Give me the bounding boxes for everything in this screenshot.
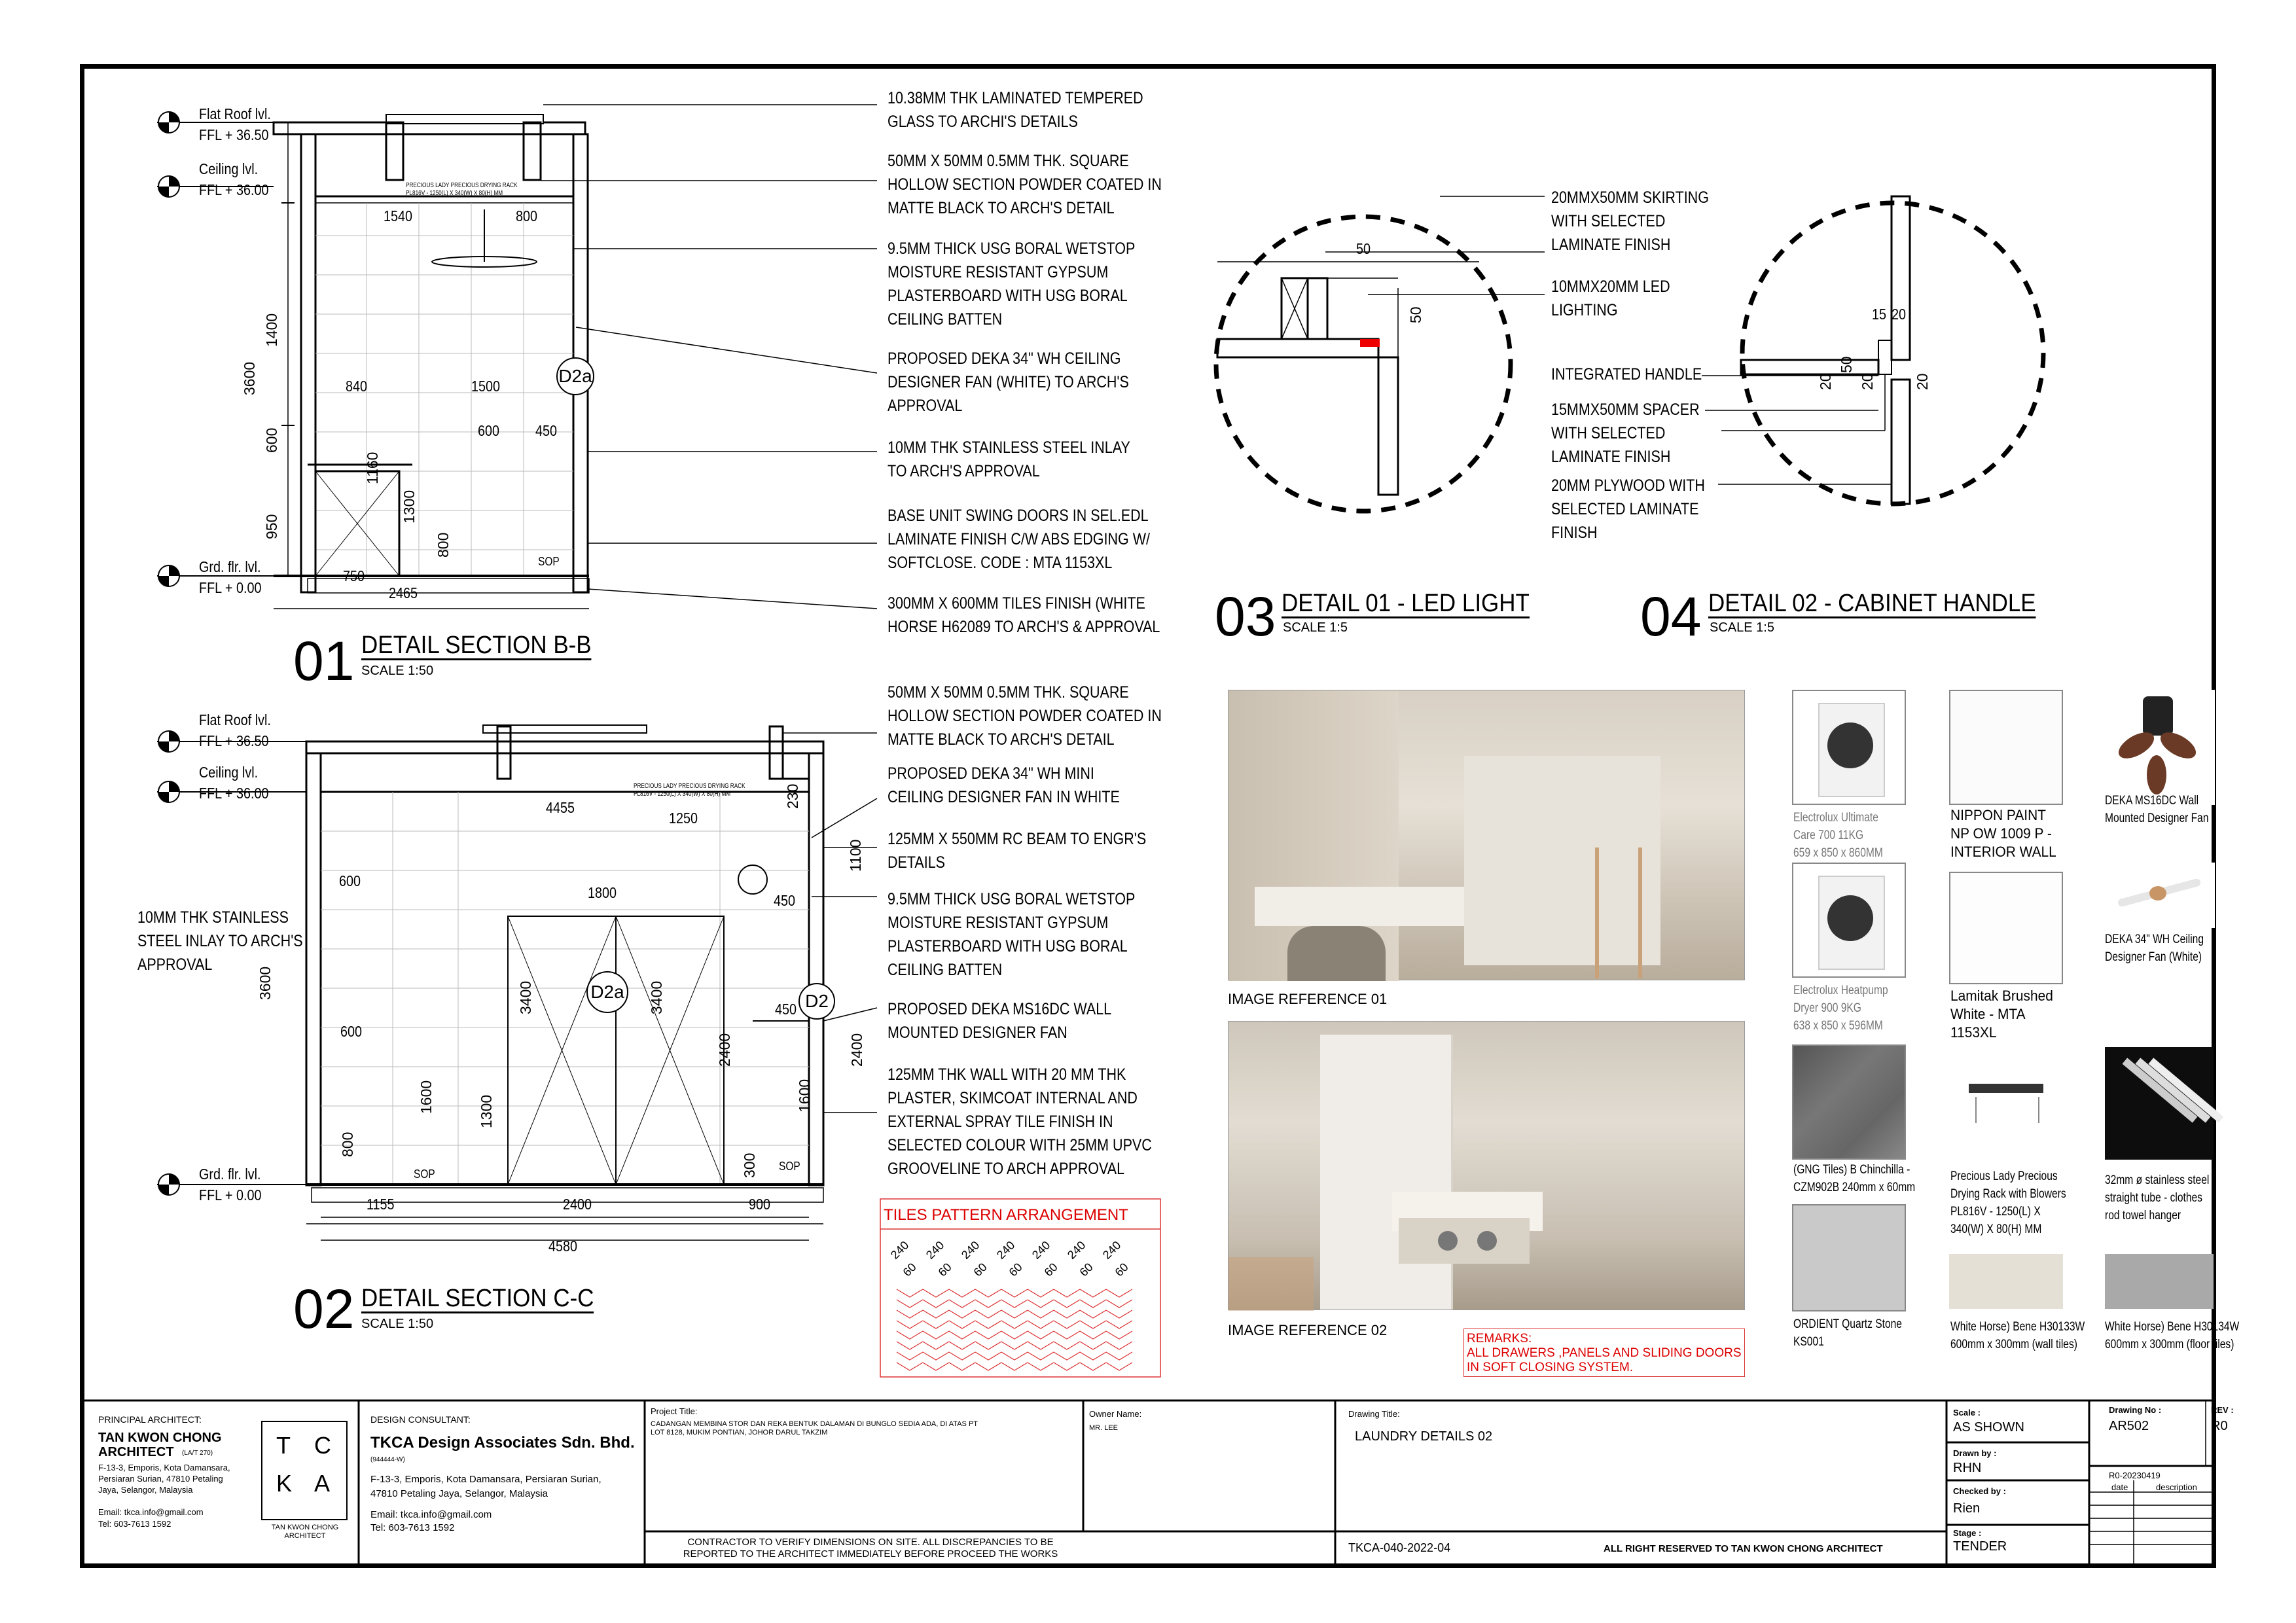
section-b-note: 10MM THK STAINLESS STEEL INLAY TO ARCH'S APPROVAL	[888, 438, 1130, 480]
logo-caption: TAN KWON CHONG ARCHITECT	[271, 1524, 339, 1540]
herringbone-tile	[1028, 1289, 1054, 1297]
dim: 230	[784, 783, 801, 809]
dim: 50	[1407, 306, 1424, 323]
herringbone-tile	[975, 1363, 1001, 1370]
dim: 800	[339, 1132, 356, 1157]
material-label: NIPPON PAINT NP OW 1009 P - INTERIOR WALL	[1950, 807, 2056, 860]
section-b-title: DETAIL SECTION B-B	[361, 632, 592, 659]
tile-dim: 60	[1041, 1260, 1060, 1279]
logo-letter: K	[276, 1470, 293, 1497]
rack-label: PRECIOUS LADY PRECIOUS DRYING RACK PL816V - 1250(L) X 340(W) X 80(H) MM	[634, 783, 745, 798]
dim: 4455	[546, 799, 575, 816]
principal-architect-reg: (LA/T 270)	[182, 1450, 213, 1457]
rights-reserved: ALL RIGHT RESERVED TO TAN KWON CHONG ARCHITECT	[1604, 1543, 1883, 1554]
rev-date-header: date	[2111, 1482, 2128, 1492]
herringbone-tile	[1028, 1310, 1054, 1318]
tile-dim: 240	[1064, 1238, 1088, 1262]
dim: 450	[535, 422, 558, 439]
herringbone-tile	[1054, 1300, 1080, 1308]
herringbone-tile	[1080, 1363, 1106, 1370]
rack-label: PRECIOUS LADY PRECIOUS DRYING RACK PL816V - 1250(L) X 340(W) X 80(H) MM	[406, 182, 518, 197]
image-reference-02	[1228, 1021, 1745, 1310]
herringbone-tile	[923, 1363, 949, 1370]
dim: 300	[741, 1152, 758, 1178]
herringbone-tile	[1028, 1300, 1054, 1308]
dim: 1800	[588, 884, 617, 901]
herringbone-tile	[949, 1363, 975, 1370]
dim: 600	[340, 1023, 363, 1040]
dim: 4580	[548, 1238, 578, 1255]
material-label: Lamitak Brushed White - MTA 1153XL	[1950, 988, 2053, 1041]
dim: 50	[1356, 240, 1371, 257]
detail-04-note: 20MM PLYWOOD WITH SELECTED LAMINATE FINISH	[1551, 476, 1705, 542]
material-label: White Horse) Bene H30133W 600mm x 300mm (wall tiles)	[1950, 1320, 2085, 1351]
checked-by-label: Checked by :	[1953, 1486, 2006, 1496]
section-c-title: DETAIL SECTION C-C	[361, 1285, 594, 1312]
material-label: 32mm ø stainless steel straight tube - clothes rod towel hanger	[2105, 1173, 2210, 1222]
dim: 900	[749, 1196, 771, 1213]
herringbone-tile	[975, 1331, 1001, 1339]
herringbone-tile	[923, 1289, 949, 1297]
tkca-logo	[263, 1424, 346, 1518]
herringbone-tile	[1106, 1321, 1132, 1329]
dim: 1500	[471, 378, 501, 395]
section-c-left-note: 10MM THK STAINLESS STEEL INLAY TO ARCH'S APPROVAL	[137, 908, 303, 974]
dim: 1160	[364, 452, 381, 484]
dim: 600	[339, 872, 361, 889]
tile-dim: 60	[971, 1260, 990, 1279]
herringbone-tile	[1001, 1363, 1028, 1370]
drawing-title-label: Drawing Title:	[1348, 1409, 1400, 1419]
detail-tag: D2a	[556, 357, 594, 395]
section-c-number: 02	[293, 1278, 355, 1340]
detail-03-number: 03	[1215, 586, 1276, 647]
material-label: Electrolux Heatpump Dryer 900 9KG 638 x 850 x 596MM	[1793, 984, 1888, 1033]
section-b-scale: SCALE 1:50	[361, 664, 434, 678]
dim: 840	[346, 378, 368, 395]
material-label: Electrolux Ultimate Care 700 11KG 659 x 850 x 860MM	[1793, 811, 1883, 860]
drawing-title: LAUNDRY DETAILS 02	[1355, 1429, 1493, 1444]
herringbone-tile	[975, 1352, 1001, 1360]
image-reference-02-caption: IMAGE REFERENCE 02	[1228, 1322, 1388, 1338]
section-b-level-ground: Grd. flr. lvl. FFL + 0.00	[199, 558, 262, 596]
herringbone-tile	[1054, 1352, 1080, 1360]
herringbone-tile	[1054, 1363, 1080, 1370]
towel-tube-swatch	[2105, 1047, 2214, 1160]
paint-swatch	[1949, 690, 2063, 805]
rev-value: R0	[2211, 1419, 2228, 1433]
herringbone-tile	[1001, 1310, 1028, 1318]
tile-dim: 60	[900, 1260, 919, 1279]
design-consultant-label: DESIGN CONSULTANT:	[370, 1414, 471, 1425]
design-consultant-email: Email: tkca.info@gmail.com	[370, 1509, 492, 1520]
herringbone-tile	[1080, 1310, 1106, 1318]
herringbone-tile	[923, 1331, 949, 1339]
detail-04-note: 15MMX50MM SPACER WITH SELECTED LAMINATE FINISH	[1551, 401, 1700, 466]
herringbone-tile	[975, 1300, 1001, 1308]
floor-tile-swatch	[2105, 1254, 2214, 1309]
herringbone-tile	[1080, 1289, 1106, 1297]
project-title: CADANGAN MEMBINA STOR DAN REKA BENTUK DALAMAN DI BUNGLO SEDIA ADA, DI ATAS PT LOT 8128, MUKIM PONTIAN, JOHOR DARUL TAKZIM	[651, 1420, 978, 1436]
rev-description-header: description	[2156, 1482, 2197, 1492]
tile-dim: 240	[923, 1238, 947, 1262]
dim: 20	[1817, 373, 1834, 390]
dim: 20	[1892, 306, 1907, 323]
herringbone-tile	[1106, 1352, 1132, 1360]
section-c-level-ceiling: Ceiling lvl. FFL + 36.00	[199, 764, 269, 802]
section-b-note: 50MM X 50MM 0.5MM THK. SQUARE HOLLOW SECTION POWDER COATED IN MATTE BLACK TO ARCH'S DETAIL	[888, 152, 1162, 217]
herringbone-tile	[923, 1300, 949, 1308]
detail-tag: D2a	[586, 971, 628, 1013]
dim: 800	[516, 207, 538, 224]
sop-label: SOP	[414, 1168, 435, 1181]
stage-value: TENDER	[1953, 1539, 2007, 1554]
owner-name: MR. LEE	[1089, 1424, 1119, 1432]
herringbone-tile	[1001, 1321, 1028, 1329]
dim: 600	[263, 427, 280, 453]
dim: 450	[775, 1001, 797, 1018]
herringbone-tile	[1106, 1310, 1132, 1318]
herringbone-tile	[949, 1321, 975, 1329]
dim: 600	[478, 422, 500, 439]
quartz-swatch	[1792, 1204, 1906, 1311]
dryer-swatch	[1792, 863, 1906, 978]
drawing-no-label: Drawing No :	[2109, 1405, 2162, 1415]
detail-03-title: DETAIL 01 - LED LIGHT	[1282, 590, 1530, 617]
design-consultant-tel: Tel: 603-7613 1592	[370, 1522, 455, 1533]
section-c-note: 125MM X 550MM RC BEAM TO ENGR'S DETAILS	[888, 830, 1147, 872]
dim: 1600	[418, 1080, 435, 1114]
material-label: Precious Lady Precious Drying Rack with Blowers PL816V - 1250(L) X 340(W) X 80(H) MM	[1950, 1169, 2066, 1236]
section-b-level-ceiling: Ceiling lvl. FFL + 36.00	[199, 160, 269, 198]
drying-rack-swatch	[1949, 1044, 2063, 1160]
material-label: DEKA 34" WH Ceiling Designer Fan (White)	[2105, 933, 2204, 964]
scale-label: Scale :	[1953, 1408, 1981, 1418]
remarks: REMARKS: ALL DRAWERS ,PANELS AND SLIDING DOORS IN SOFT CLOSING SYSTEM.	[1463, 1329, 1745, 1377]
section-c-scale: SCALE 1:50	[361, 1317, 434, 1331]
logo-letter: A	[314, 1470, 331, 1497]
image-reference-01	[1228, 690, 1745, 980]
herringbone-tile	[975, 1289, 1001, 1297]
principal-architect-address: F-13-3, Emporis, Kota Damansara, Persiaran Surian, 47810 Petaling Jaya, Selangor, Malaysia	[98, 1463, 230, 1495]
tile-dim: 240	[958, 1238, 982, 1262]
herringbone-tile	[975, 1342, 1001, 1349]
herringbone-tile	[975, 1321, 1001, 1329]
section-b-note: 300MM X 600MM TILES FINISH (WHITE HORSE H62089 TO ARCH'S & APPROVAL	[888, 594, 1160, 636]
detail-04-scale: SCALE 1:5	[1710, 620, 1774, 635]
tile-dim: 60	[1006, 1260, 1025, 1279]
tile-dim: 60	[1112, 1260, 1131, 1279]
dim: 20	[1914, 373, 1931, 390]
wall-tile-swatch	[1949, 1254, 2063, 1309]
dim: 1100	[847, 839, 864, 872]
dim: 950	[263, 514, 280, 539]
owner-label: Owner Name:	[1089, 1409, 1142, 1419]
herringbone-tile	[1106, 1363, 1132, 1370]
image-reference-01-caption: IMAGE REFERENCE 01	[1228, 991, 1388, 1007]
herringbone-tile	[1001, 1331, 1028, 1339]
section-c-note: 50MM X 50MM 0.5MM THK. SQUARE HOLLOW SECTION POWDER COATED IN MATTE BLACK TO ARCH'S DETAIL	[888, 683, 1162, 749]
herringbone-tile	[923, 1342, 949, 1349]
herringbone-tile	[1054, 1331, 1080, 1339]
stage-label: Stage :	[1953, 1528, 1982, 1538]
washer-swatch	[1792, 690, 1906, 805]
dim: 1540	[384, 207, 413, 224]
dim: 3600	[241, 361, 258, 395]
herringbone-tile	[1028, 1363, 1054, 1370]
drawn-by-label: Drawn by :	[1953, 1448, 1997, 1458]
chinchilla-tile-swatch	[1792, 1044, 1906, 1160]
herringbone-tile	[1054, 1321, 1080, 1329]
dim: 3400	[648, 980, 665, 1014]
herringbone-tile	[897, 1310, 923, 1318]
detail-04-number: 04	[1640, 586, 1702, 647]
design-consultant-reg: (944444-W)	[370, 1456, 405, 1463]
herringbone-tile	[1106, 1342, 1132, 1349]
herringbone-tile	[1001, 1289, 1028, 1297]
dim: 2400	[848, 1033, 865, 1067]
herringbone-tile	[949, 1331, 975, 1339]
herringbone-tile	[1028, 1352, 1054, 1360]
herringbone-tile	[1106, 1331, 1132, 1339]
section-c-note: 9.5MM THICK USG BORAL WETSTOP MOISTURE RESISTANT GYPSUM PLASTERBOARD WITH USG BORAL CEILING BATTEN	[888, 890, 1136, 979]
herringbone-tile	[949, 1289, 975, 1297]
principal-architect-label: PRINCIPAL ARCHITECT:	[98, 1414, 202, 1425]
principal-architect-email: Email: tkca.info@gmail.com	[98, 1507, 204, 1517]
dim: 2400	[716, 1033, 733, 1067]
herringbone-tile	[897, 1363, 923, 1370]
section-b-level-roof: Flat Roof lvl. FFL + 36.50	[199, 105, 271, 143]
dim: 1600	[796, 1079, 813, 1113]
herringbone-tile	[1080, 1331, 1106, 1339]
material-label: DEKA MS16DC Wall Mounted Designer Fan	[2105, 794, 2209, 825]
herringbone-tile	[1001, 1352, 1028, 1360]
herringbone-tile	[949, 1352, 975, 1360]
herringbone-tile	[1080, 1342, 1106, 1349]
herringbone-tile	[1080, 1321, 1106, 1329]
herringbone-tile	[949, 1300, 975, 1308]
detail-04-note: INTEGRATED HANDLE	[1551, 365, 1702, 383]
tile-dim: 240	[888, 1238, 912, 1262]
dim: 15	[1872, 306, 1887, 323]
drawn-by-value: RHN	[1953, 1461, 1982, 1475]
rev-entry: R0-20230419	[2109, 1471, 2161, 1480]
scale-value: AS SHOWN	[1953, 1420, 2024, 1435]
tile-dim: 240	[1029, 1238, 1053, 1262]
dim: 2465	[389, 584, 418, 601]
detail-03-note: 10MMX20MM LED LIGHTING	[1551, 277, 1670, 319]
principal-architect-tel: Tel: 603-7613 1592	[98, 1519, 171, 1529]
dim: 1300	[401, 490, 418, 524]
herringbone-tile	[897, 1300, 923, 1308]
principal-architect-name: TAN KWON CHONG ARCHITECT	[98, 1431, 222, 1459]
detail-03-scale: SCALE 1:5	[1283, 620, 1348, 635]
herringbone-tile	[897, 1289, 923, 1297]
herringbone-tile	[1080, 1352, 1106, 1360]
herringbone-tile	[1106, 1300, 1132, 1308]
ceiling-fan-swatch	[2104, 863, 2215, 928]
job-number: TKCA-040-2022-04	[1348, 1541, 1451, 1554]
herringbone-tile	[975, 1310, 1001, 1318]
dim: 450	[774, 892, 796, 909]
dim: 3400	[517, 980, 534, 1014]
contractor-note: CONTRACTOR TO VERIFY DIMENSIONS ON SITE. ALL DISCREPANCIES TO BE REPORTED TO THE ARCHITECT IMMEDIATELY BEFORE PROCEED THE WORKS	[683, 1537, 1058, 1560]
herringbone-tile	[897, 1352, 923, 1360]
material-label: (GNG Tiles) B Chinchilla - CZM902B 240mm x 60mm	[1793, 1163, 1916, 1194]
checked-by-value: Rien	[1953, 1501, 1981, 1516]
project-title-label: Project Title:	[651, 1406, 698, 1416]
dim: 750	[343, 567, 365, 584]
dim: 1155	[367, 1196, 395, 1213]
herringbone-tile	[1028, 1342, 1054, 1349]
tile-dim: 60	[935, 1260, 954, 1279]
logo-letter: C	[314, 1432, 331, 1459]
tiles-pattern-title: TILES PATTERN ARRANGEMENT	[884, 1206, 1128, 1224]
logo-letter: T	[276, 1432, 291, 1459]
dim: 50	[1838, 356, 1855, 373]
herringbone-tile	[1054, 1310, 1080, 1318]
herringbone-tile	[923, 1321, 949, 1329]
sop-label: SOP	[538, 555, 560, 568]
herringbone-tile	[1054, 1342, 1080, 1349]
drawing-no: AR502	[2109, 1419, 2149, 1433]
herringbone-tile	[1106, 1289, 1132, 1297]
detail-03-note: 20MMX50MM SKIRTING WITH SELECTED LAMINATE FINISH	[1551, 188, 1709, 254]
material-label: White Horse) Bene H30134W 600mm x 300mm (floor tiles)	[2105, 1320, 2240, 1351]
material-label: ORDIENT Quartz Stone KS001	[1793, 1317, 1902, 1349]
section-b-number: 01	[293, 630, 355, 692]
tile-dims-row	[888, 1238, 1152, 1283]
section-c-note: PROPOSED DEKA 34" WH MINI CEILING DESIGNER FAN IN WHITE	[888, 764, 1120, 806]
section-c-level-roof: Flat Roof lvl. FFL + 36.50	[199, 711, 271, 749]
laminate-swatch	[1949, 872, 2063, 984]
herringbone-tile	[1001, 1342, 1028, 1349]
herringbone-tile	[897, 1321, 923, 1329]
section-c-note: PROPOSED DEKA MS16DC WALL MOUNTED DESIGNER FAN	[888, 1000, 1112, 1042]
tile-dim: 240	[994, 1238, 1018, 1262]
detail-tag: D2	[798, 983, 835, 1020]
design-consultant-name: TKCA Design Associates Sdn. Bhd.	[370, 1434, 635, 1452]
dim: 1250	[669, 810, 698, 827]
dim: 20	[1859, 373, 1876, 390]
design-consultant-address: F-13-3, Emporis, Kota Damansara, Persiaran Surian, 47810 Petaling Jaya, Selangor, Malaysia	[370, 1474, 601, 1499]
herringbone-tile	[897, 1331, 923, 1339]
rev-label: REV :	[2211, 1405, 2234, 1415]
section-b-note: 10.38MM THK LAMINATED TEMPERED GLASS TO ARCHI'S DETAILS	[888, 89, 1143, 131]
herringbone-tile	[923, 1352, 949, 1360]
wall-fan-swatch	[2104, 690, 2215, 805]
detail-04-title: DETAIL 02 - CABINET HANDLE	[1708, 590, 2036, 617]
herringbone-tile	[1054, 1289, 1080, 1297]
section-b-note: 9.5MM THICK USG BORAL WETSTOP MOISTURE RESISTANT GYPSUM PLASTERBOARD WITH USG BORAL CEILING BATTEN	[888, 240, 1136, 329]
herringbone-tile	[949, 1310, 975, 1318]
herringbone-tile	[1028, 1321, 1054, 1329]
sop-label: SOP	[779, 1160, 800, 1173]
tile-dim: 60	[1077, 1260, 1096, 1279]
dim: 3600	[257, 966, 274, 1000]
dim: 2400	[563, 1196, 592, 1213]
herringbone-tile	[1080, 1300, 1106, 1308]
herringbone-tile	[1001, 1300, 1028, 1308]
dim: 1400	[263, 313, 280, 347]
herringbone-tile	[949, 1342, 975, 1349]
section-c-note: 125MM THK WALL WITH 20 MM THK PLASTER, SKIMCOAT INTERNAL AND EXTERNAL SPRAY TILE FINISH IN SELECTED COLOUR WITH 25MM UPVC GROOVELINE TO ARCH APPROVAL	[888, 1065, 1152, 1178]
tile-dim: 240	[1100, 1238, 1124, 1262]
herringbone-tile	[897, 1342, 923, 1349]
herringbone-tile	[1028, 1331, 1054, 1339]
section-c-level-ground: Grd. flr. lvl. FFL + 0.00	[199, 1166, 262, 1204]
dim: 1300	[478, 1094, 495, 1128]
section-b-note: PROPOSED DEKA 34" WH CEILING DESIGNER FAN (WHITE) TO ARCH'S APPROVAL	[888, 349, 1129, 415]
herringbone-tile	[923, 1310, 949, 1318]
section-b-note: BASE UNIT SWING DOORS IN SEL.EDL LAMINATE FINISH C/W ABS EDGING W/ SOFTCLOSE. CODE : MTA 1153XL	[888, 507, 1150, 572]
dim: 800	[435, 532, 452, 558]
